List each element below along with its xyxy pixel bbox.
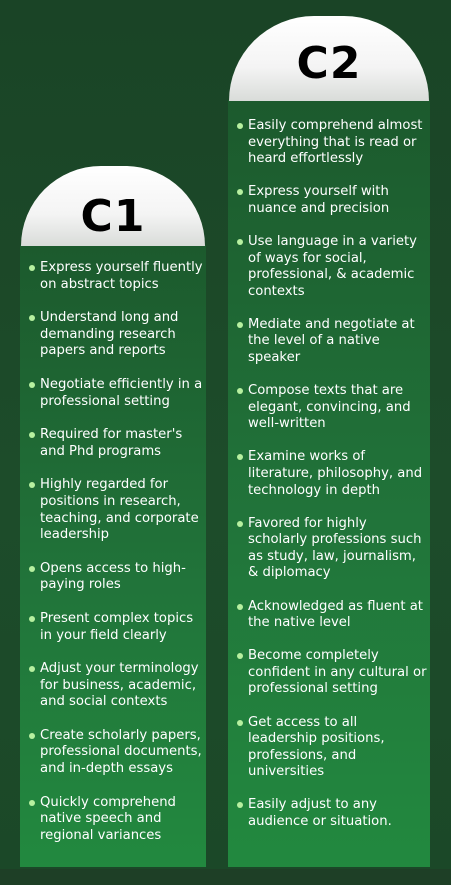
bullet-dot-icon	[237, 322, 243, 328]
list-item	[237, 648, 427, 698]
bullet-dot-icon	[29, 616, 35, 622]
list-item	[29, 795, 207, 845]
bullet-dot-icon	[237, 388, 243, 394]
list-item-text: Opens access to high-paying roles	[40, 560, 186, 593]
list-item-text: Get access to all leadership positions, professions, and universities	[248, 714, 385, 780]
list-item-text: Present complex topics in your field clearly	[40, 610, 194, 643]
bullet-dot-icon	[237, 123, 243, 129]
footer-band	[0, 869, 451, 885]
list-item-text: Quickly comprehend native speech and regional variances	[40, 794, 176, 843]
list-item-text: Express yourself fluently on abstract topics	[40, 260, 203, 292]
bullet-dot-icon	[29, 432, 35, 438]
c1-item-list	[29, 260, 207, 861]
bullet-dot-icon	[237, 604, 243, 610]
list-item-text: Use language in a variety of ways for social, professional, & academic contexts	[248, 233, 417, 299]
bullet-dot-icon	[237, 521, 243, 527]
c2-item-list	[237, 118, 427, 847]
list-item-text: Negotiate efficiently in a professional setting	[40, 376, 203, 409]
list-item	[29, 561, 207, 594]
bullet-dot-icon	[29, 482, 35, 488]
list-item	[29, 728, 207, 778]
list-item	[237, 383, 427, 433]
bullet-dot-icon	[29, 566, 35, 572]
list-item-text: Understand long and demanding research papers and reports	[40, 310, 179, 359]
list-item	[237, 516, 427, 582]
list-item-text: Express yourself with nuance and precision	[248, 184, 390, 216]
list-item-text: Examine works of literature, philosophy, and technology in depth	[248, 449, 423, 498]
list-item-text: Mediate and negotiate at the level of a native speaker	[248, 316, 415, 366]
list-item-text: Adjust your terminology for business, academic, and social contexts	[40, 661, 199, 710]
list-item	[237, 234, 427, 300]
bullet-dot-icon	[29, 315, 35, 321]
list-item	[29, 661, 207, 711]
list-item-text: Compose texts that are elegant, convincing, and well-written	[248, 383, 411, 432]
list-item	[237, 118, 427, 168]
c1-title: C1	[80, 190, 146, 242]
bullet-dot-icon	[237, 653, 243, 659]
list-item-text: Become completely confident in any cultural or professional setting	[248, 648, 427, 697]
list-item	[237, 599, 427, 632]
bullet-dot-icon	[237, 802, 243, 808]
list-item	[29, 427, 207, 460]
list-item	[237, 184, 427, 217]
list-item	[29, 310, 207, 360]
list-item	[29, 377, 207, 410]
list-item-text: Highly regarded for positions in research, teaching, and corporate leadership	[40, 477, 199, 543]
bullet-dot-icon	[237, 720, 243, 726]
list-item-text: Acknowledged as fluent at the native level	[248, 598, 423, 631]
list-item-text: Create scholarly papers, professional documents, and in-depth essays	[40, 727, 202, 777]
list-item-text: Easily adjust to any audience or situation.	[248, 797, 392, 829]
list-item	[237, 715, 427, 781]
bullet-dot-icon	[29, 265, 35, 271]
list-item	[29, 477, 207, 543]
bullet-dot-icon	[29, 733, 35, 739]
list-item	[29, 260, 207, 293]
bullet-dot-icon	[237, 454, 243, 460]
list-item	[237, 317, 427, 367]
bullet-dot-icon	[29, 666, 35, 672]
list-item	[29, 611, 207, 644]
list-item	[237, 449, 427, 499]
list-item-text: Easily comprehend almost everything that is read or heard effortlessly	[248, 118, 423, 167]
list-item-text: Required for master's and Phd programs	[40, 427, 183, 459]
bullet-dot-icon	[29, 800, 35, 806]
list-item	[237, 797, 427, 830]
list-item-text: Favored for highly scholarly professions such as study, law, journalism, & diplomacy	[248, 515, 422, 581]
bullet-dot-icon	[237, 239, 243, 245]
c2-title: C2	[296, 38, 362, 89]
bullet-dot-icon	[29, 382, 35, 388]
bullet-dot-icon	[237, 189, 243, 195]
